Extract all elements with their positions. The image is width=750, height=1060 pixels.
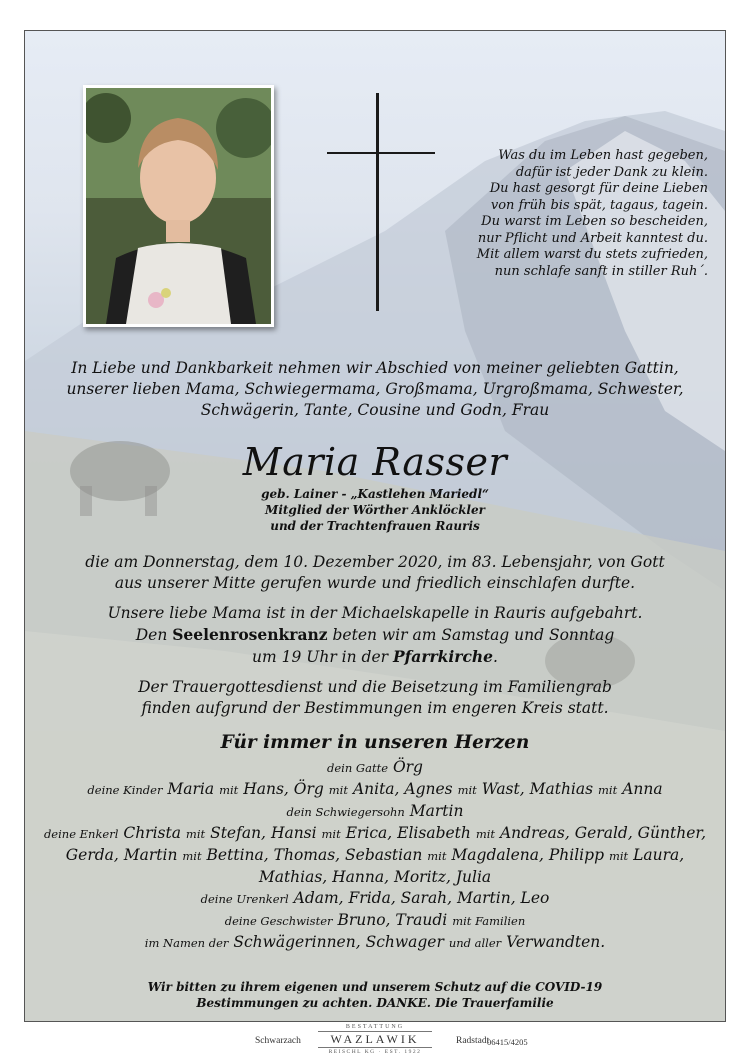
obituary-card [24, 30, 726, 1022]
wake-line [25, 646, 725, 668]
family-name: Örg [293, 780, 324, 798]
death-line: aus unserer Mitte gerufen wurde und friedlich einschlafen durfte. [114, 574, 636, 592]
rosary-label: Seelenrosenkranz [172, 625, 328, 644]
covid-notice [25, 979, 725, 1011]
family-name: Verwandten. [506, 933, 606, 951]
family-name: Mathias, Hanna, Moritz, Julia [258, 868, 492, 886]
family-name: Maria [167, 780, 215, 798]
poem-line: Mit allem warst du stets zufrieden, [476, 247, 708, 262]
family-name: Stefan, [210, 824, 266, 842]
family-row-grandchildren [25, 823, 725, 845]
family-row-grandchildren-3 [25, 867, 725, 888]
with-word: mit [598, 783, 618, 797]
family-name: Bruno, Traudi [337, 911, 448, 929]
logo-main-text: WAZLAWIK [318, 1031, 432, 1048]
church-label: Pfarrkirche [392, 647, 494, 666]
wake-text: um 19 Uhr in der [252, 648, 393, 666]
with-word: mit [427, 849, 447, 863]
family-row-relatives [25, 932, 725, 954]
wake-text: Den [135, 626, 173, 644]
with-word: mit [321, 827, 341, 841]
family-name: Mathias [529, 780, 594, 798]
portrait-photo [83, 85, 274, 327]
family-name: Wast, [481, 780, 525, 798]
poem-line: dafür ist jeder Dank zu klein. [515, 164, 708, 180]
family-name: Schwägerinnen, Schwager [233, 933, 444, 951]
covid-line: Wir bitten zu ihrem eigenen und unserem Schutz auf die COVID-19 [147, 980, 603, 994]
poem-line: Du warst im Leben so bescheiden, [481, 214, 708, 229]
family-name: Bettina, [206, 846, 269, 864]
family-row-soninlaw [25, 801, 725, 823]
family-label: deine Geschwister [224, 914, 333, 928]
family-label: dein Gatte [327, 761, 388, 775]
funeral-home-footer [0, 1022, 750, 1060]
with-word: mit [457, 783, 477, 797]
wake-line: Unsere liebe Mama ist in der Michaelskapelle in Rauris aufgebahrt. [107, 604, 643, 622]
subtitle-line: geb. Lainer - „Kastlehen Mariedl“ [261, 487, 489, 501]
poem [455, 148, 708, 280]
funeral-notice [25, 677, 725, 719]
with-word: mit [182, 849, 202, 863]
funeral-line: finden aufgrund der Bestimmungen im engeren Kreis statt. [141, 699, 609, 717]
family-name: Anita, [352, 780, 400, 798]
family-name: Örg [392, 758, 423, 776]
with-word: mit [608, 849, 629, 863]
family-label: und aller [448, 936, 502, 950]
family-name: Laura, [633, 846, 685, 864]
family-name: Hansi [270, 824, 317, 842]
family-name: Agnes [404, 780, 453, 798]
family-list [25, 757, 725, 954]
family-name: Gerda, Martin [65, 846, 178, 864]
family-name: Christa [123, 824, 181, 842]
family-label: deine Enkerl [43, 827, 119, 841]
family-name: Anna [622, 780, 663, 798]
poem-line: nun schlafe sanft in stiller Ruh´. [494, 263, 708, 279]
family-name: Erica, [345, 824, 393, 842]
family-row-siblings [25, 910, 725, 932]
logo-bottom-text: REISCHL KG · EST. 1922 [328, 1049, 422, 1055]
intro-line: In Liebe und Dankbarkeit nehmen wir Abschied von meiner geliebten Gattin, [71, 359, 679, 377]
family-name: Andreas, [499, 824, 570, 842]
family-name: Elisabeth [397, 824, 471, 842]
poem-line: Du hast gesorgt für deine Lieben [489, 181, 708, 196]
poem-line: Was du im Leben hast gegeben, [498, 148, 708, 163]
cross-horizontal-bar [327, 152, 435, 154]
logo-top-text: BESTATTUNG [345, 1024, 405, 1030]
family-label: dein Schwiegersohn [286, 805, 405, 819]
with-word: mit [219, 783, 239, 797]
family-label: mit Familien [452, 914, 526, 928]
deceased-name: Maria Rasser [242, 440, 508, 484]
cross-vertical-bar [376, 93, 379, 311]
deceased-subtitle [25, 486, 725, 534]
with-word: mit [185, 827, 206, 841]
poem-line: von früh bis spät, tagaus, tagein. [490, 197, 708, 213]
death-line: die am Donnerstag, dem 10. Dezember 2020, im 83. Lebensjahr, von Gott [85, 553, 665, 571]
family-row-greatgrandchildren [25, 888, 725, 910]
family-name: Adam, Frida, Sarah, Martin, Leo [293, 889, 550, 907]
poem-line: nur Pflicht und Arbeit kanntest du. [477, 230, 708, 246]
wake-line [25, 624, 725, 646]
intro-text [25, 358, 725, 421]
wake-text: . [493, 648, 498, 666]
family-name: Martin [409, 802, 464, 820]
intro-line: Schwägerin, Tante, Cousine und Godn, Frau [200, 401, 550, 419]
footer-location-right: Radstadt [456, 1036, 490, 1046]
family-row-grandchildren-2 [25, 845, 725, 867]
family-label: deine Urenkerl [200, 892, 289, 906]
family-row-children [25, 779, 725, 801]
funeral-line: Der Trauergottesdienst und die Beisetzung im Familiengrab [138, 678, 612, 696]
with-word: mit [328, 783, 348, 797]
family-name: Philipp [548, 846, 604, 864]
family-name: Gerald, Günther, [574, 824, 707, 842]
wake-notice [25, 603, 725, 668]
subtitle-line: und der Trachtenfrauen Rauris [270, 519, 480, 533]
family-label: deine Kinder [87, 783, 163, 797]
family-name: Magdalena, [451, 846, 544, 864]
family-label: im Namen der [144, 936, 229, 950]
footer-phone: 06415/4205 [487, 1037, 528, 1047]
covid-line: Bestimmungen zu achten. DANKE. Die Trauerfamilie [196, 996, 554, 1010]
family-name: Hans, [243, 780, 289, 798]
footer-location-left: Schwarzach [255, 1036, 301, 1046]
intro-line: unserer lieben Mama, Schwiegermama, Großmama, Urgroßmama, Schwester, [66, 380, 684, 398]
funeral-home-logo [310, 1024, 440, 1056]
memorial-heading: Für immer in unseren Herzen [220, 732, 530, 753]
subtitle-line: Mitglied der Wörther Anklöckler [265, 503, 485, 517]
death-notice [25, 552, 725, 594]
with-word: mit [475, 827, 496, 841]
family-name: Thomas, Sebastian [273, 846, 423, 864]
family-row-husband [25, 757, 725, 779]
wake-text: beten wir am Samstag und Sonntag [327, 626, 615, 644]
